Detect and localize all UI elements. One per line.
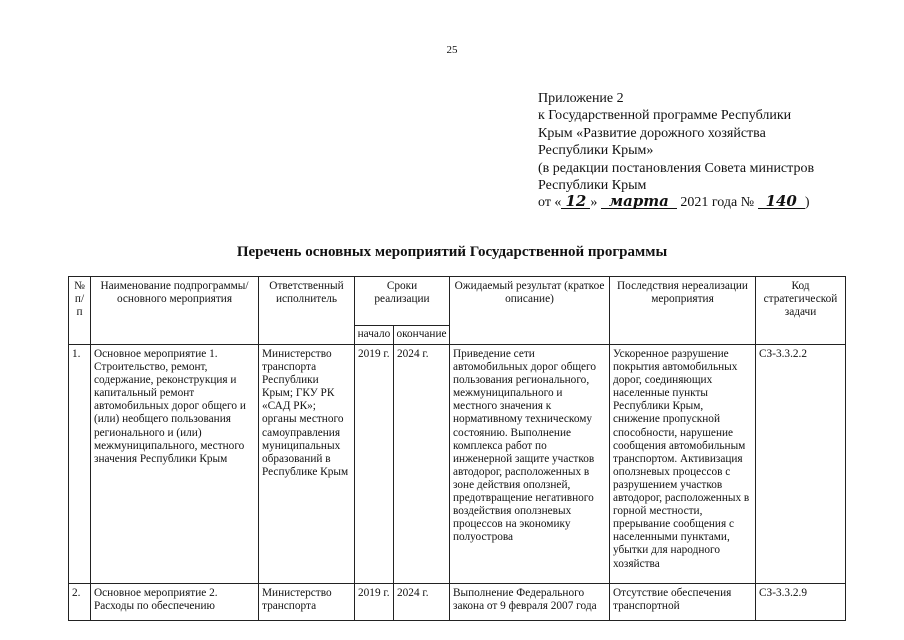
appendix-date-line bbox=[538, 194, 878, 211]
date-prefix: от « bbox=[538, 195, 562, 211]
cell-consequences: Ускоренное разрушение покрытия автомобильных дорог, соединяющих населенные пункты Республики Крым, снижение пропускной способности, нарушение сообщения автомобильным транспортом. Активизация оползневых процессов с разрушением участков автодорог, расположенных в горной местности, прерывание сообщения с населенными пунктами, убытки для народного хозяйства bbox=[610, 345, 756, 584]
appendix-line-6: Республики Крым bbox=[538, 178, 647, 194]
cell-result: Приведение сети автомобильных дорог общего пользования регионального, межмуниципального и местного значения к нормативному техническому состоянию. Выполнение комплекса работ по инженерной защите участков автодорог, расположенных в зоне действия оползней, предотвращение негативного воздействия оползневых процессов на экономику полуострова bbox=[450, 345, 610, 584]
handwritten-month: марта bbox=[601, 194, 677, 209]
page-number: 25 bbox=[446, 44, 458, 56]
cell-num: 1. bbox=[69, 345, 91, 584]
appendix-block bbox=[538, 90, 878, 212]
cell-num: 2. bbox=[69, 584, 91, 621]
cell-name: Основное мероприятие 2. Расходы по обеспечению bbox=[91, 584, 259, 621]
header-result: Ожидаемый результат (краткое описание) bbox=[450, 277, 610, 345]
appendix-line-3: Крым «Развитие дорожного хозяйства bbox=[538, 125, 766, 141]
cell-code: СЗ-3.3.2.9 bbox=[756, 584, 846, 621]
cell-consequences: Отсутствие обеспечения транспортной bbox=[610, 584, 756, 621]
header-terms: Сроки реализации bbox=[355, 277, 450, 326]
handwritten-number: 140 bbox=[758, 194, 805, 209]
year-text: 2021 года № bbox=[680, 195, 755, 211]
cell-name: Основное мероприятие 1. Строительство, ремонт, содержание, реконструкция и капитальный ремонт автомобильных дорог общего и (или) необщего пользования регионального и (или) межмуниципального, местного значения Республики Крым bbox=[91, 345, 259, 584]
cell-start: 2019 г. bbox=[355, 345, 394, 584]
table-header-row bbox=[69, 277, 846, 326]
cell-code: СЗ-3.3.2.2 bbox=[756, 345, 846, 584]
appendix-line-2: к Государственной программе Республики bbox=[538, 108, 792, 124]
header-num: № п/п bbox=[69, 277, 91, 345]
cell-start: 2019 г. bbox=[355, 584, 394, 621]
header-name: Наименование подпрограммы/основного мероприятия bbox=[91, 277, 259, 345]
header-start: начало bbox=[355, 326, 394, 345]
header-consequences: Последствия нереализации мероприятия bbox=[610, 277, 756, 345]
cell-end: 2024 г. bbox=[394, 345, 450, 584]
appendix-line-1: Приложение 2 bbox=[538, 91, 624, 106]
appendix-line-4: Республики Крым» bbox=[538, 143, 654, 159]
handwritten-day: 12 bbox=[561, 194, 590, 209]
cell-executor: Министерство транспорта Республики Крым; ГКУ РК «САД РК»; органы местного самоуправления муниципальных образований в Республике Крым bbox=[259, 345, 355, 584]
measures-table bbox=[68, 276, 846, 621]
closing-paren: ) bbox=[804, 195, 810, 211]
header-code: Код стратегической задачи bbox=[756, 277, 846, 345]
date-mid: » bbox=[590, 195, 598, 211]
cell-executor: Министерство транспорта bbox=[259, 584, 355, 621]
cell-result: Выполнение Федерального закона от 9 февраля 2007 года bbox=[450, 584, 610, 621]
header-end: окончание bbox=[394, 326, 450, 345]
document-title: Перечень основных мероприятий Государственной программы bbox=[236, 244, 668, 260]
table-row bbox=[69, 345, 846, 584]
table-row bbox=[69, 584, 846, 621]
header-executor: Ответственный исполнитель bbox=[259, 277, 355, 345]
appendix-line-5: (в редакции постановления Совета министров bbox=[538, 160, 815, 176]
cell-end: 2024 г. bbox=[394, 584, 450, 621]
